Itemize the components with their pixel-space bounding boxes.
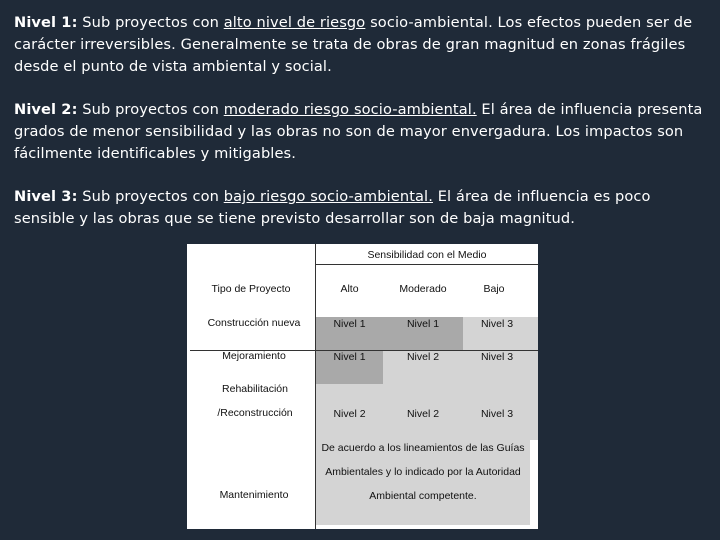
col-bajo: Bajo <box>483 283 505 295</box>
nivel-2-pre: Sub proyectos con <box>77 101 224 118</box>
nivel-1-pre: Sub proyectos con <box>77 14 224 31</box>
col-alto: Alto <box>340 283 359 295</box>
nivel-3-underlined: bajo riesgo socio-ambiental. <box>223 188 433 205</box>
row1-moderado: Nivel 1 <box>406 318 440 330</box>
nivel-2-post: El área de influencia presenta grados de menor sensibilidad y las obras no son de mayor envergadura. Los impactos son fácilmente identificables y mitigables. <box>14 101 703 162</box>
paragraph-nivel-3 <box>14 186 710 230</box>
maintenance-type: Mantenimiento <box>219 489 289 501</box>
nivel-3-post: El área de influencia es poco sensible y las obras que se tiene previsto desarrollar son de baja magnitud. <box>14 188 651 227</box>
header-group-label: Sensibilidad con el Medio <box>367 249 487 261</box>
nivel-3-label: Nivel 3: <box>14 188 78 205</box>
maintenance-note-line3: Ambiental competente. <box>369 490 477 502</box>
row1-alto: Nivel 1 <box>333 318 366 330</box>
sensitivity-table <box>187 244 538 529</box>
nivel-2-underlined: moderado riesgo socio-ambiental. <box>223 101 477 118</box>
row2-moderado: Nivel 2 <box>406 351 440 363</box>
row2-alto: Nivel 1 <box>333 351 366 363</box>
row3-moderado: Nivel 2 <box>406 408 440 420</box>
nivel-2-label: Nivel 2: <box>14 101 78 118</box>
nivel-1-label: Nivel 1: <box>14 14 78 31</box>
col-tipo-proyecto: Tipo de Proyecto <box>211 283 291 295</box>
nivel-1-post: socio-ambiental. Los efectos pueden ser de carácter irreversibles. Generalmente se trata de obras de gran magnitud en zonas frágiles desde el punto de vista ambiental y social. <box>14 14 693 75</box>
paragraph-nivel-1 <box>14 12 710 78</box>
header-underline <box>316 264 538 265</box>
maintenance-note-line1: De acuerdo a los lineamientos de las Guías <box>321 442 525 454</box>
row3-alto: Nivel 2 <box>333 408 366 420</box>
col-moderado: Moderado <box>399 283 447 295</box>
nivel-3-pre: Sub proyectos con <box>77 188 224 205</box>
maintenance-note-line2: Ambientales y lo indicado por la Autoridad <box>325 466 521 478</box>
row3-bajo: Nivel 3 <box>480 408 514 420</box>
row1-bajo: Nivel 3 <box>480 318 514 330</box>
row3-type-line2: /Reconstrucción <box>217 407 293 419</box>
nivel-1-underlined: alto nivel de riesgo <box>223 14 366 31</box>
row1-type: Construcción nueva <box>207 317 301 329</box>
row2-bajo: Nivel 3 <box>480 351 514 363</box>
paragraph-nivel-2 <box>14 99 710 165</box>
row3-type: Rehabilitación <box>222 383 288 395</box>
row2-type: Mejoramiento <box>222 350 286 362</box>
